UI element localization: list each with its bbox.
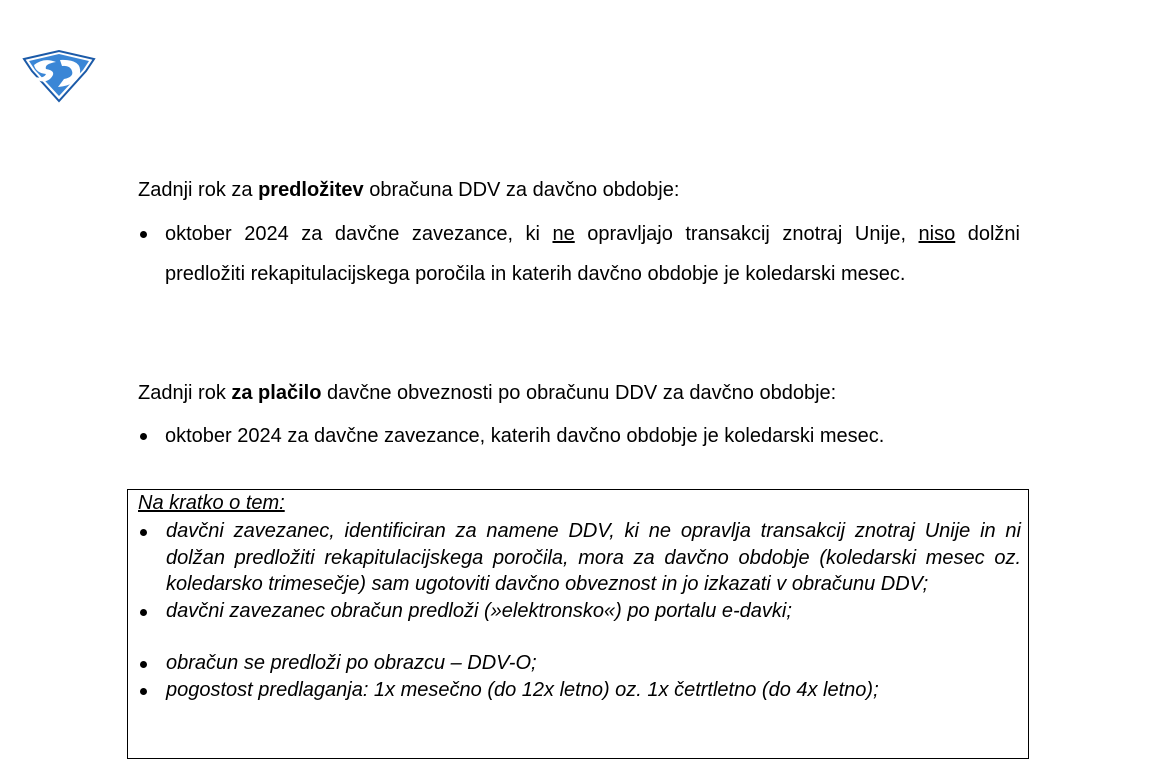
list-item: pogostost predlaganja: 1x mesečno (do 12x letno) oz. 1x četrtletno (do 4x letno); — [138, 677, 1021, 704]
list-item: davčni zavezanec, identificiran za namene DDV, ki ne opravlja transakcij znotraj Unije in ni dolžan predložiti rekapitulacijskega poročila, mora za davčno obdobje (koledarski mesec oz. koledarsko trimesečje) sam ugotoviti davčno obveznost in jo izkazati v obračunu DDV; — [138, 518, 1021, 598]
bullet-icon — [140, 433, 147, 440]
summary-list — [138, 518, 1021, 703]
list-item: oktober 2024 za davčne zavezance, katerih davčno obdobje je koledarski mesec. — [138, 416, 1020, 456]
bullet-icon — [140, 231, 147, 238]
summary-box — [127, 489, 1029, 759]
list-item: davčni zavezanec obračun predloži (»elektronsko«) po portalu e-davki; — [138, 598, 1021, 625]
bullet-icon — [140, 609, 147, 616]
payment-deadline-intro: Zadnji rok za plačilo davčne obveznosti po obračunu DDV za davčno obdobje: — [138, 382, 837, 404]
summary-heading: Na kratko o tem: — [138, 492, 285, 514]
bullet-icon — [140, 661, 147, 668]
bullet-icon — [140, 529, 147, 536]
submission-deadline-list — [138, 214, 1020, 294]
submission-deadline-intro: Zadnji rok za predložitev obračuna DDV za davčno obdobje: — [138, 179, 680, 201]
bullet-icon — [140, 688, 147, 695]
payment-deadline-list — [138, 416, 1020, 456]
list-item: obračun se predloži po obrazcu – DDV-O; — [138, 650, 1021, 677]
list-item: oktober 2024 za davčne zavezance, ki ne opravljajo transakcij znotraj Unije, niso dolžni predložiti rekapitulacijskega poročila in katerih davčno obdobje je koledarski mesec. — [138, 214, 1020, 294]
company-logo-icon — [22, 49, 96, 103]
